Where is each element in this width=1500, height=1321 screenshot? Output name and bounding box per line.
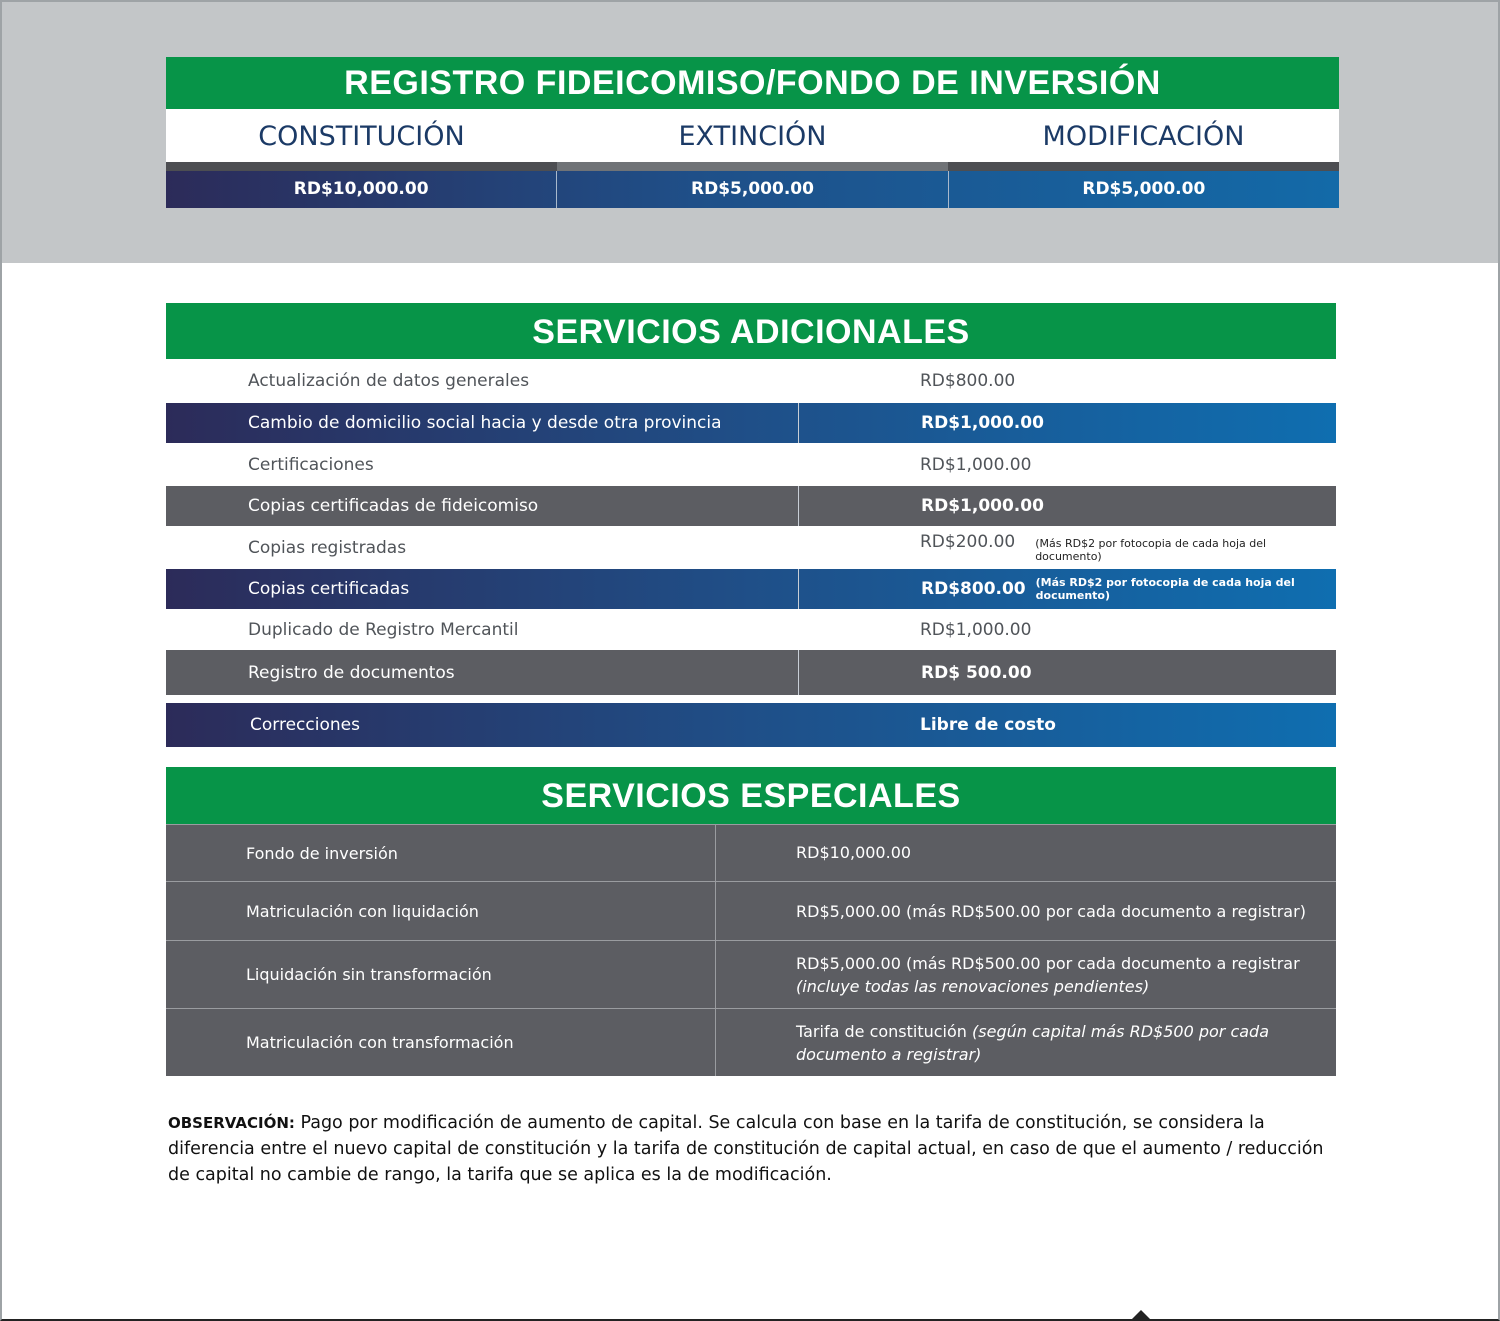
service-price-note: documento a registrar) [796,1044,982,1064]
service-price-note: (incluye todas las renovaciones pendientes) [796,976,1150,996]
service-label: Liquidación sin transformación [246,965,492,984]
service-price: RD$1,000.00 [921,413,1044,433]
servicios-adicionales-section [166,303,1336,747]
service-price [715,941,1336,1008]
service-label: Copias registradas [248,537,407,558]
tab-constitucion[interactable]: CONSTITUCIÓN [258,121,465,152]
especiales-title: SERVICIOS ESPECIALES [166,767,1336,824]
service-price-text: RD$10,000.00 [796,843,912,862]
service-price: RD$1,000.00 [921,496,1044,516]
adicionales-title: SERVICIOS ADICIONALES [166,303,1336,359]
service-price: Libre de costo [920,715,1056,735]
tab-bar-constitucion [166,162,557,171]
observation-note [168,1110,1343,1188]
service-price: RD$1,000.00 [920,454,1032,475]
service-label: Duplicado de Registro Mercantil [248,619,519,640]
table-row [166,403,1336,443]
service-label: Matriculación con liquidación [246,901,479,921]
service-price-note: (según capital más RD$500 por cada [972,1021,1270,1041]
observation-label: OBSERVACIÓN: [168,1114,295,1132]
price-modificacion: RD$5,000.00 [948,171,1339,208]
service-price: RD$200.00 [920,532,1016,552]
table-row [166,569,1336,609]
service-price-text: RD$5,000.00 (más RD$500.00 por cada documento a registrar) [796,901,1306,921]
registro-section [166,57,1339,208]
registro-title: REGISTRO FIDEICOMISO/FONDO DE INVERSIÓN [166,57,1339,109]
service-label: Fondo de inversión [246,843,398,863]
tab-modificacion[interactable]: MODIFICACIÓN [1042,121,1245,152]
service-label: Matriculación con transformación [246,1033,514,1052]
price-extincion: RD$5,000.00 [556,171,947,208]
tab-bar-modificacion [948,162,1339,171]
tab-bar-extincion [557,162,948,171]
service-price [715,882,1336,940]
service-note: (Más RD$2 por fotocopia de cada hoja del documento) [1035,537,1267,563]
service-price: RD$1,000.00 [920,619,1032,640]
table-row [166,359,1336,403]
registro-prices [166,171,1339,208]
price-constitucion: RD$10,000.00 [293,179,429,199]
tab-extincion[interactable]: EXTINCIÓN [678,121,827,152]
service-label: Registro de documentos [248,662,455,683]
table-row [166,824,1336,881]
table-row [166,650,1336,695]
table-row [166,703,1336,747]
tab-indicator-bars [166,162,1339,171]
service-label: Certificaciones [248,454,374,475]
scroll-up-icon[interactable] [1132,1310,1150,1319]
table-row [166,1008,1336,1076]
service-price-text: RD$5,000.00 (más RD$500.00 por cada documento a registrar [796,953,1300,973]
table-row [166,940,1336,1008]
service-label: Copias certificadas de fideicomiso [248,496,539,516]
service-label: Actualización de datos generales [248,371,530,391]
table-row [166,609,1336,650]
service-price: RD$800.00 [920,371,1016,391]
service-price [715,1009,1336,1076]
service-price: RD$800.00 [921,579,1026,599]
service-price [715,825,1336,881]
registro-tabs [166,109,1339,162]
table-row [166,526,1336,569]
table-row [166,443,1336,486]
table-row [166,486,1336,526]
service-label: Cambio de domicilio social hacia y desde otra provincia [248,413,722,433]
table-row [166,881,1336,940]
service-label: Copias certificadas [248,579,410,599]
service-price-text: Tarifa de constitución [796,1021,967,1041]
service-note: (Más RD$2 por fotocopia de cada hoja del documento) [1035,576,1295,602]
servicios-especiales-section [166,767,1336,1076]
service-label: Correcciones [250,715,360,735]
observation-text: Pago por modificación de aumento de capital. Se calcula con base en la tarifa de constitución, se considera la diferencia entre el nuevo capital de constitución y la tarifa de constitución de capital actual, en caso de que el aumento / reducción de capital no cambie de rango, la tarifa que se aplica es la de modificación. [168,1113,1324,1185]
service-price: RD$ 500.00 [921,662,1032,683]
